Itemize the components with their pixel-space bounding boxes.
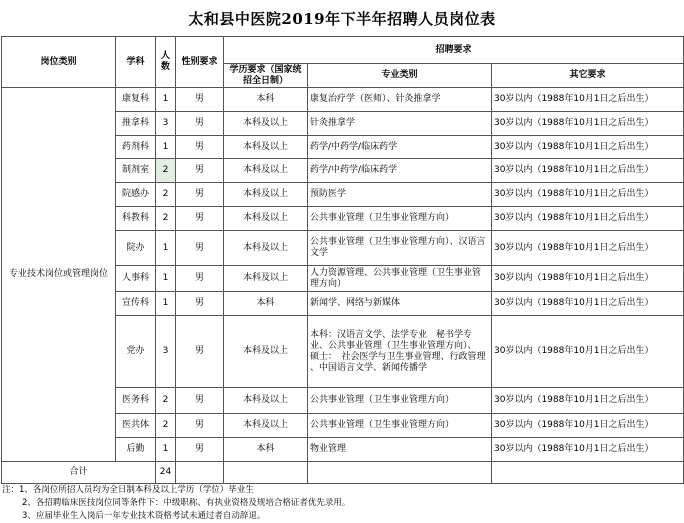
- count-cell-selected[interactable]: 2: [156, 159, 176, 183]
- education-cell[interactable]: 本科及以上: [224, 183, 308, 207]
- header-requirements[interactable]: 招聘要求: [224, 37, 684, 64]
- category-cell[interactable]: 专业技术岗位或管理岗位: [2, 88, 116, 462]
- gender-cell[interactable]: 男: [176, 207, 224, 231]
- major-cell[interactable]: 人力资源管理、公共事业管理（卫生事业管理方向）: [308, 266, 492, 292]
- major-cell[interactable]: 预防医学: [308, 183, 492, 207]
- count-cell[interactable]: 2: [156, 388, 176, 414]
- major-cell[interactable]: 公共事业管理（卫生事业管理方向）: [308, 414, 492, 438]
- header-major[interactable]: 专业类别: [308, 64, 492, 88]
- count-cell[interactable]: 1: [156, 292, 176, 316]
- education-cell[interactable]: 本科及以上: [224, 316, 308, 388]
- education-cell[interactable]: 本科及以上: [224, 266, 308, 292]
- education-cell[interactable]: 本科: [224, 88, 308, 112]
- dept-cell[interactable]: 科教科: [116, 207, 156, 231]
- empty-cell[interactable]: [224, 462, 308, 484]
- major-cell[interactable]: 本科：汉语言文学、法学专业 秘书学专业、公共事业管理（卫生事业管理方向）、 硕士： 社会医学与卫生事业管理、行政管理 、中国语言文学、新闻传播学: [308, 316, 492, 388]
- count-cell[interactable]: 2: [156, 183, 176, 207]
- major-cell[interactable]: 康复治疗学（医师）、针灸推拿学: [308, 88, 492, 112]
- other-cell[interactable]: 30岁以内（1988年10月1日之后出生）: [492, 207, 684, 231]
- dept-cell[interactable]: 制剂室: [116, 159, 156, 183]
- gender-cell[interactable]: 男: [176, 88, 224, 112]
- gender-cell[interactable]: 男: [176, 316, 224, 388]
- notes-section: [2, 484, 682, 523]
- count-cell[interactable]: 3: [156, 316, 176, 388]
- header-count[interactable]: 人数: [156, 37, 176, 88]
- other-cell[interactable]: 30岁以内（1988年10月1日之后出生）: [492, 316, 684, 388]
- count-cell[interactable]: 1: [156, 136, 176, 159]
- gender-cell[interactable]: 男: [176, 266, 224, 292]
- count-cell[interactable]: 2: [156, 207, 176, 231]
- dept-cell[interactable]: 院办: [116, 231, 156, 266]
- other-cell[interactable]: 30岁以内（1988年10月1日之后出生）: [492, 136, 684, 159]
- other-cell[interactable]: 30岁以内（1988年10月1日之后出生）: [492, 292, 684, 316]
- count-cell[interactable]: 1: [156, 266, 176, 292]
- gender-cell[interactable]: 男: [176, 136, 224, 159]
- recruitment-table: [1, 36, 684, 484]
- gender-cell[interactable]: 男: [176, 159, 224, 183]
- header-dept[interactable]: 学科: [116, 37, 156, 88]
- education-cell[interactable]: 本科及以上: [224, 207, 308, 231]
- major-cell[interactable]: 公共事业管理（卫生事业管理方向）、汉语言文学: [308, 231, 492, 266]
- dept-cell[interactable]: 药剂科: [116, 136, 156, 159]
- major-cell[interactable]: 新闻学、网络与新媒体: [308, 292, 492, 316]
- empty-cell[interactable]: [492, 462, 684, 484]
- count-cell[interactable]: 1: [156, 438, 176, 462]
- education-cell[interactable]: 本科及以上: [224, 414, 308, 438]
- other-cell[interactable]: 30岁以内（1988年10月1日之后出生）: [492, 438, 684, 462]
- other-cell[interactable]: 30岁以内（1988年10月1日之后出生）: [492, 231, 684, 266]
- note-line: 注：1、各岗位所招人员均为全日制本科及以上学历（学位）毕业生: [2, 485, 254, 495]
- major-cell[interactable]: 药学/中药学/临床药学: [308, 159, 492, 183]
- education-cell[interactable]: 本科: [224, 438, 308, 462]
- gender-cell[interactable]: 男: [176, 414, 224, 438]
- other-cell[interactable]: 30岁以内（1988年10月1日之后出生）: [492, 112, 684, 136]
- header-education[interactable]: 学历要求（国家统招全日制）: [224, 64, 308, 88]
- major-cell[interactable]: 公共事业管理（卫生事业管理方向）: [308, 388, 492, 414]
- major-cell[interactable]: 物业管理: [308, 438, 492, 462]
- dept-cell[interactable]: 院感办: [116, 183, 156, 207]
- education-cell[interactable]: 本科及以上: [224, 388, 308, 414]
- other-cell[interactable]: 30岁以内（1988年10月1日之后出生）: [492, 183, 684, 207]
- gender-cell[interactable]: 男: [176, 183, 224, 207]
- empty-cell[interactable]: [308, 462, 492, 484]
- major-cell[interactable]: 药学/中药学/临床药学: [308, 136, 492, 159]
- dept-cell[interactable]: 医务科: [116, 388, 156, 414]
- other-cell[interactable]: 30岁以内（1988年10月1日之后出生）: [492, 414, 684, 438]
- dept-cell[interactable]: 宣传科: [116, 292, 156, 316]
- other-cell[interactable]: 30岁以内（1988年10月1日之后出生）: [492, 88, 684, 112]
- gender-cell[interactable]: 男: [176, 112, 224, 136]
- major-cell[interactable]: 针灸推拿学: [308, 112, 492, 136]
- education-cell[interactable]: 本科及以上: [224, 112, 308, 136]
- other-cell[interactable]: 30岁以内（1988年10月1日之后出生）: [492, 159, 684, 183]
- other-cell[interactable]: 30岁以内（1988年10月1日之后出生）: [492, 266, 684, 292]
- dept-cell[interactable]: 党办: [116, 316, 156, 388]
- gender-cell[interactable]: 男: [176, 388, 224, 414]
- count-cell[interactable]: 3: [156, 112, 176, 136]
- education-cell[interactable]: 本科: [224, 292, 308, 316]
- education-cell[interactable]: 本科及以上: [224, 159, 308, 183]
- dept-cell[interactable]: 医共体: [116, 414, 156, 438]
- gender-cell[interactable]: 男: [176, 438, 224, 462]
- note-line: 2、各招聘临床医技岗位同等条件下：中级职称、有执业资格及规培合格证者优先录用。: [22, 498, 351, 508]
- empty-cell[interactable]: [176, 462, 224, 484]
- count-cell[interactable]: 2: [156, 414, 176, 438]
- total-row: [2, 462, 684, 484]
- total-label[interactable]: 合计: [2, 462, 156, 484]
- table-row: [2, 88, 684, 112]
- table-title: 太和县中医院2019年下半年招聘人员岗位表: [188, 9, 496, 28]
- header-other[interactable]: 其它要求: [492, 64, 684, 88]
- count-cell[interactable]: 1: [156, 231, 176, 266]
- header-category[interactable]: 岗位类别: [2, 37, 116, 88]
- dept-cell[interactable]: 后勤: [116, 438, 156, 462]
- dept-cell[interactable]: 人事科: [116, 266, 156, 292]
- dept-cell[interactable]: 推拿科: [116, 112, 156, 136]
- education-cell[interactable]: 本科及以上: [224, 231, 308, 266]
- dept-cell[interactable]: 康复科: [116, 88, 156, 112]
- header-gender[interactable]: 性别要求: [176, 37, 224, 88]
- gender-cell[interactable]: 男: [176, 231, 224, 266]
- note-line: 3、应届毕业生入岗后一年专业技术资格考试未通过者自动辞退。: [22, 511, 266, 521]
- other-cell[interactable]: 30岁以内（1988年10月1日之后出生）: [492, 388, 684, 414]
- total-value[interactable]: 24: [156, 462, 176, 484]
- education-cell[interactable]: 本科及以上: [224, 136, 308, 159]
- gender-cell[interactable]: 男: [176, 292, 224, 316]
- count-cell[interactable]: 1: [156, 88, 176, 112]
- major-cell[interactable]: 公共事业管理（卫生事业管理方向）: [308, 207, 492, 231]
